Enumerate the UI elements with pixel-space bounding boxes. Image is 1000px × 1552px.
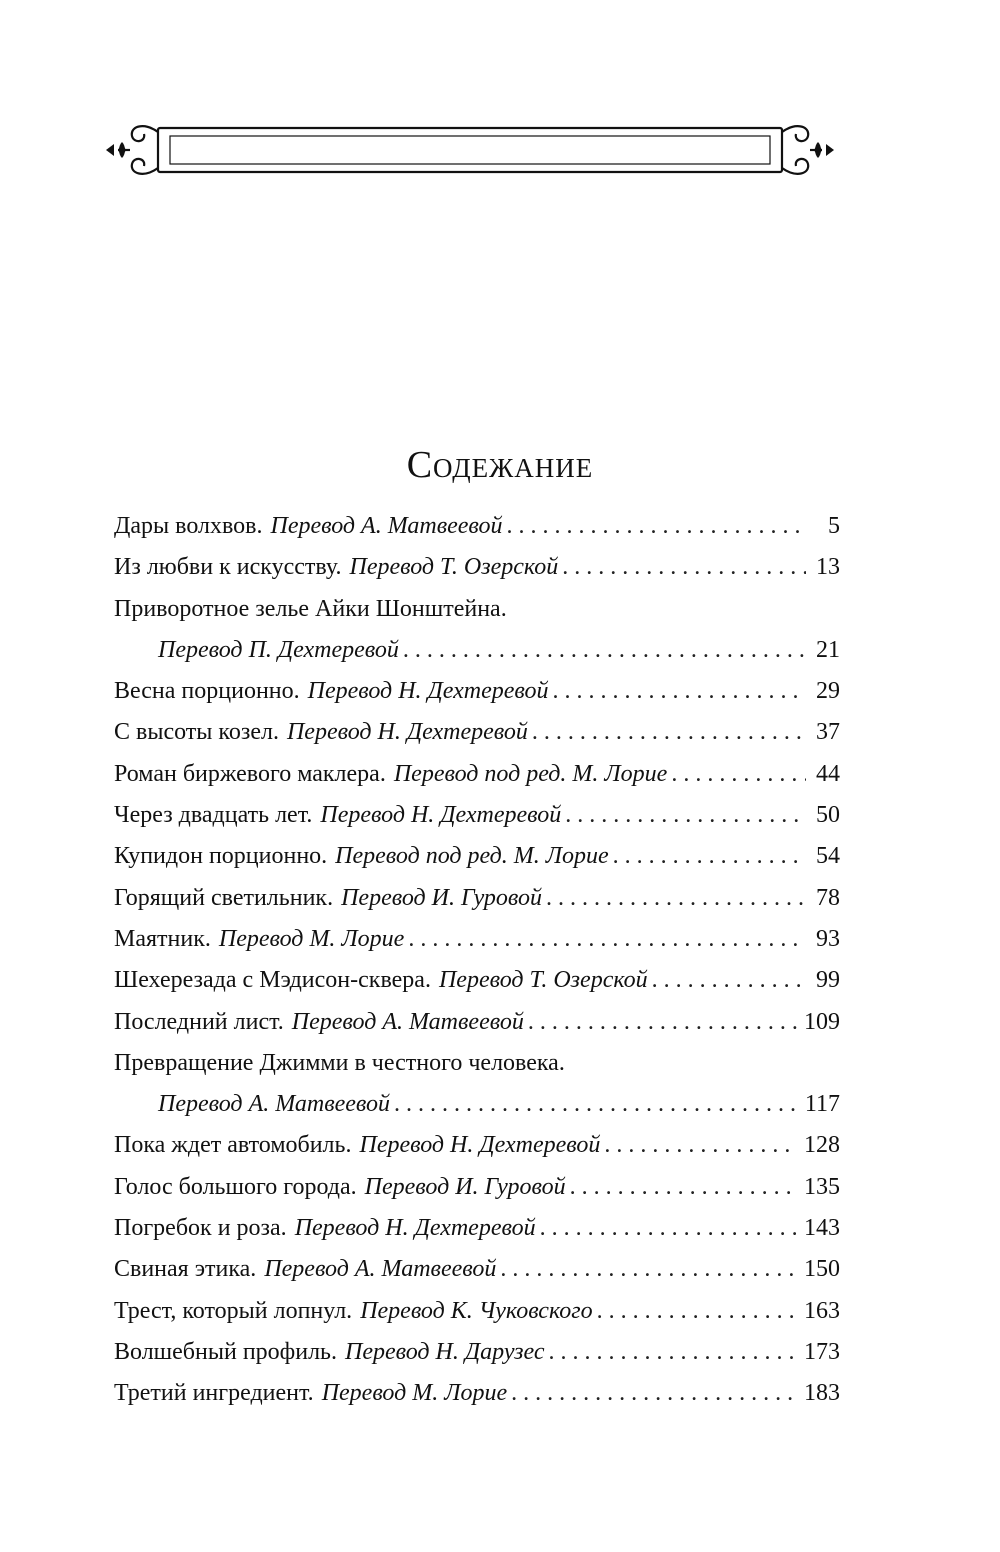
leader-dots <box>528 1002 798 1043</box>
toc-entry-line <box>114 1043 840 1084</box>
toc-entry-line <box>114 506 840 547</box>
toc-entry <box>114 506 840 547</box>
toc-entry <box>114 878 840 919</box>
toc-entry-title: Волшебный профиль. <box>114 1338 337 1365</box>
toc-entry-title: Горящий светильник. <box>114 884 334 911</box>
toc-entry-translator: Перевод И. Гуровой <box>341 884 543 911</box>
header-ornament <box>100 118 840 182</box>
toc-entry <box>114 1043 840 1126</box>
toc-entry-page: 117 <box>804 1091 840 1118</box>
leader-dots <box>507 506 806 547</box>
toc-entry-title: Погребок и роза. <box>114 1215 287 1242</box>
toc-entry-line <box>114 878 840 919</box>
toc-entry <box>114 1249 840 1290</box>
toc-entry-page: 109 <box>804 1008 840 1035</box>
toc-entry <box>114 1332 840 1373</box>
toc-entry-page: 50 <box>816 802 840 829</box>
toc-entry-line <box>114 1373 840 1414</box>
toc-entry-translator: Перевод Н. Дехтеревой <box>286 719 528 746</box>
leader-dots <box>403 630 806 671</box>
toc-entry-translator: Перевод П. Дехтеревой <box>158 636 399 663</box>
toc-entry-page: 54 <box>816 843 840 870</box>
table-of-contents <box>114 506 840 1415</box>
toc-entry-translator: Перевод под ред. М. Лорие <box>335 843 609 870</box>
toc-entry-title: Через двадцать лет. <box>114 802 313 829</box>
toc-entry-translator: Перевод Н. Дехтеревой <box>320 802 562 829</box>
toc-entry-line <box>114 836 840 877</box>
toc-entry-title: Весна порционно. <box>114 678 300 705</box>
toc-entry-page: 44 <box>816 760 840 787</box>
toc-entry-line <box>114 1291 840 1332</box>
toc-entry-translator: Перевод Н. Дарузес <box>344 1338 545 1365</box>
toc-entry-translator: Перевод под ред. М. Лорие <box>393 760 668 787</box>
leader-dots <box>546 878 806 919</box>
toc-entry-translator: Перевод Н. Дехтеревой <box>359 1132 601 1159</box>
leader-dots <box>549 1332 798 1373</box>
toc-entry <box>114 671 840 712</box>
toc-entry-title: Голос большого города. <box>114 1173 357 1200</box>
toc-entry-title: Свиная этика. <box>114 1256 257 1283</box>
toc-entry-title: Последний лист. <box>114 1008 284 1035</box>
toc-entry-page: 163 <box>804 1297 840 1324</box>
toc-entry-line <box>114 919 840 960</box>
leader-dots <box>540 1208 798 1249</box>
toc-entry <box>114 589 840 672</box>
toc-entry-title: Из любви к искусству. <box>114 554 342 581</box>
toc-entry-line <box>114 960 840 1001</box>
toc-entry-page: 78 <box>816 884 840 911</box>
toc-entry-page: 99 <box>816 967 840 994</box>
toc-entry-page: 37 <box>816 719 840 746</box>
toc-entry <box>114 1125 840 1166</box>
leader-dots <box>562 547 806 588</box>
page-title: Содежание <box>406 444 594 486</box>
leader-dots <box>408 919 806 960</box>
toc-entry <box>114 836 840 877</box>
toc-entry-title: Третий ингредиент. <box>114 1380 314 1407</box>
toc-entry-title: Трест, который лопнул. <box>114 1297 353 1324</box>
toc-entry-line <box>114 1002 840 1043</box>
toc-entry <box>114 919 840 960</box>
leader-dots <box>613 836 806 877</box>
toc-entry-line <box>114 630 840 671</box>
toc-entry-translator: Перевод А. Матвеевой <box>158 1091 391 1118</box>
toc-entry-translator: Перевод К. Чуковского <box>360 1297 593 1324</box>
leader-dots <box>553 671 806 712</box>
toc-entry-title: Купидон порционно. <box>114 843 328 870</box>
toc-entry-page: 13 <box>816 554 840 581</box>
toc-entry <box>114 547 840 588</box>
toc-entry-translator: Перевод Т. Озерской <box>349 554 559 581</box>
toc-entry <box>114 712 840 753</box>
toc-entry-page: 143 <box>804 1215 840 1242</box>
toc-entry <box>114 1373 840 1414</box>
toc-entry-title: Пока ждет автомобиль. <box>114 1132 352 1159</box>
leader-dots <box>500 1249 798 1290</box>
leader-dots <box>604 1125 798 1166</box>
toc-entry-line <box>114 589 840 630</box>
toc-entry-title: Шехерезада с Мэдисон-сквера. <box>114 967 431 994</box>
leader-dots <box>511 1373 798 1414</box>
toc-entry-page: 21 <box>816 636 840 663</box>
toc-entry-translator: Перевод Н. Дехтеревой <box>307 678 549 705</box>
toc-entry <box>114 1291 840 1332</box>
toc-entry-translator: Перевод И. Гуровой <box>364 1173 566 1200</box>
toc-entry-line <box>114 1208 840 1249</box>
leader-dots <box>565 795 806 836</box>
toc-entry-title: Приворотное зелье Айки Шонштейна. <box>114 595 507 622</box>
leader-dots <box>671 754 806 795</box>
toc-entry-page: 135 <box>804 1173 840 1200</box>
toc-entry-page: 173 <box>804 1338 840 1365</box>
toc-entry <box>114 795 840 836</box>
toc-entry-translator: Перевод М. Лорие <box>321 1380 508 1407</box>
toc-entry-line <box>114 712 840 753</box>
leader-dots <box>532 712 806 753</box>
toc-entry-title: С высоты козел. <box>114 719 279 746</box>
toc-entry-translator: Перевод М. Лорие <box>218 925 405 952</box>
toc-entry-line <box>114 1125 840 1166</box>
toc-entry-line <box>114 795 840 836</box>
toc-entry-line <box>114 671 840 712</box>
toc-entry-page: 29 <box>816 678 840 705</box>
toc-entry <box>114 960 840 1001</box>
toc-entry-page: 5 <box>828 513 840 539</box>
toc-entry-page: 128 <box>804 1132 840 1159</box>
toc-entry-line <box>114 1084 840 1125</box>
toc-entry-page: 150 <box>804 1256 840 1283</box>
toc-entry-translator: Перевод А. Матвеевой <box>264 1256 497 1283</box>
toc-entry-line <box>114 547 840 588</box>
toc-entry <box>114 1167 840 1208</box>
toc-entry-line <box>114 1332 840 1373</box>
toc-entry-translator: Перевод Н. Дехтеревой <box>294 1215 536 1242</box>
toc-entry-translator: Перевод А. Матвеевой <box>270 513 503 539</box>
toc-entry <box>114 1208 840 1249</box>
toc-entry-title: Дары волхвов. <box>114 513 263 539</box>
leader-dots <box>394 1084 799 1125</box>
toc-entry-translator: Перевод А. Матвеевой <box>291 1008 524 1035</box>
toc-entry <box>114 1002 840 1043</box>
toc-entry-line <box>114 1249 840 1290</box>
toc-entry-translator: Перевод Т. Озерской <box>438 967 648 994</box>
toc-entry-line <box>114 1167 840 1208</box>
toc-entry-page: 93 <box>816 925 840 952</box>
leader-dots <box>597 1291 798 1332</box>
toc-entry <box>114 754 840 795</box>
toc-entry-line <box>114 754 840 795</box>
leader-dots <box>570 1167 798 1208</box>
leader-dots <box>652 960 806 1001</box>
toc-entry-title: Роман биржевого маклера. <box>114 760 386 787</box>
toc-entry-title: Маятник. <box>114 925 211 952</box>
toc-entry-page: 183 <box>804 1380 840 1407</box>
toc-entry-title: Превращение Джимми в честного человека. <box>114 1049 565 1076</box>
